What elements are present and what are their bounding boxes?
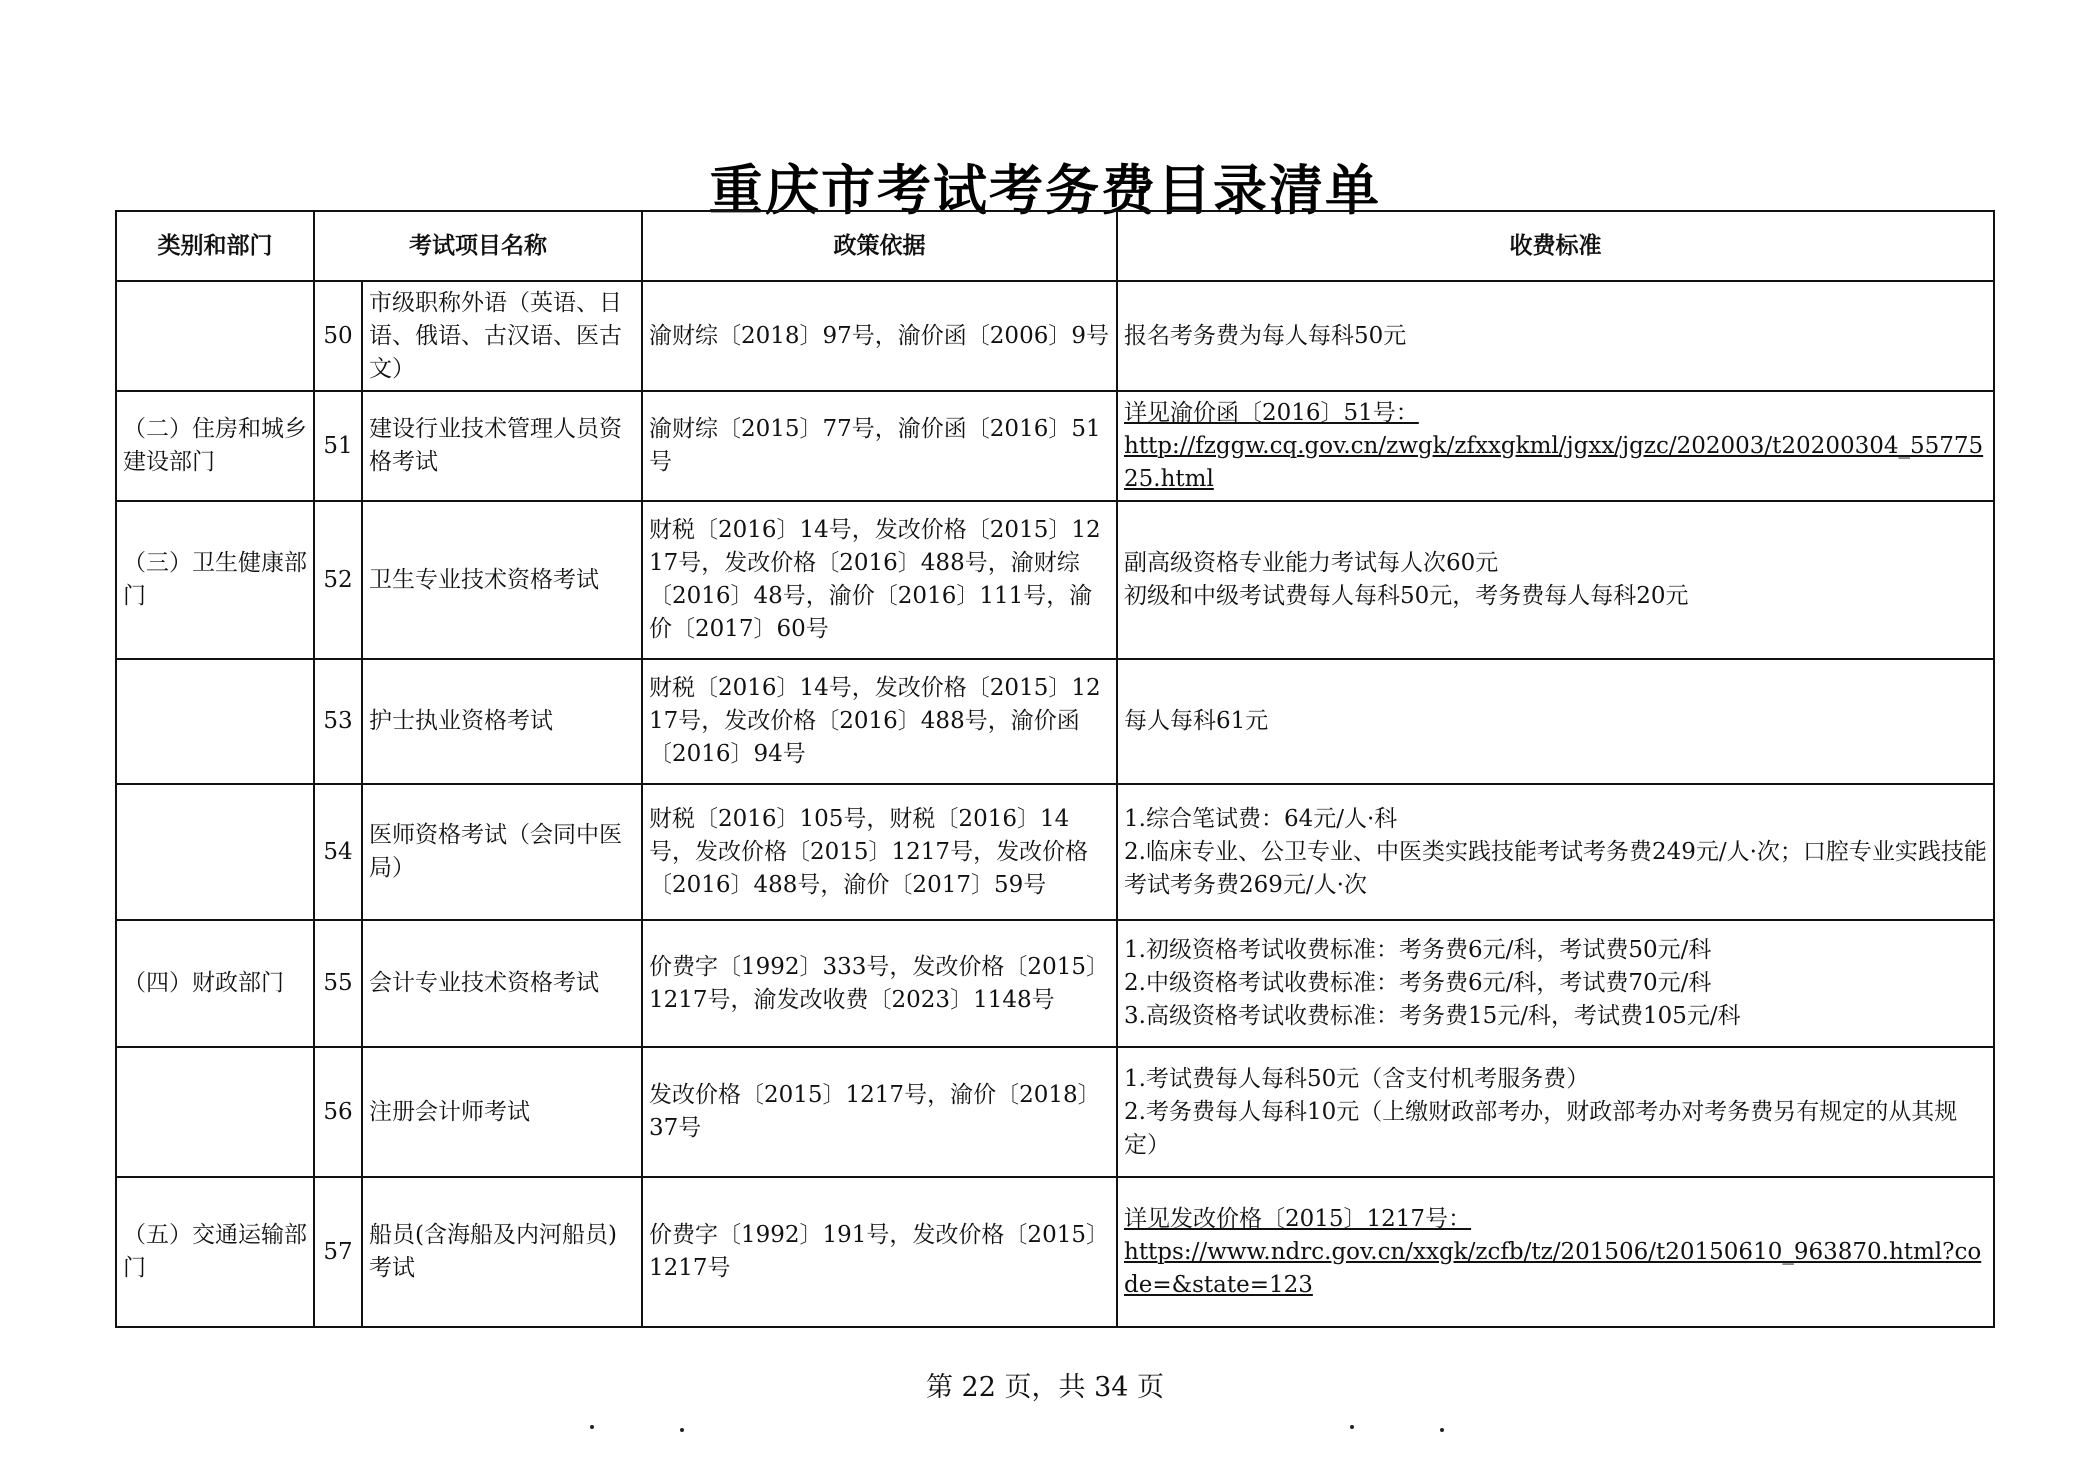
fee-reference-link-label: 详见渝价函〔2016〕51号： <box>1124 399 1419 426</box>
item-number: 54 <box>314 784 362 920</box>
policy-cell: 发改价格〔2015〕1217号，渝价〔2018〕37号 <box>642 1047 1117 1177</box>
fee-cell <box>1117 391 1994 501</box>
item-number: 55 <box>314 920 362 1047</box>
item-number: 56 <box>314 1047 362 1177</box>
item-number: 51 <box>314 391 362 501</box>
policy-cell: 财税〔2016〕14号，发改价格〔2015〕1217号，发改价格〔2016〕488号，渝财综〔2016〕48号，渝价〔2016〕111号，渝价〔2017〕60号 <box>642 501 1117 659</box>
category-cell: （三）卫生健康部门 <box>116 501 314 659</box>
header-fee: 收费标准 <box>1117 211 1994 281</box>
fee-line: 每人每科61元 <box>1124 708 1269 734</box>
table-row <box>116 501 1994 659</box>
fee-cell <box>1117 281 1994 391</box>
policy-cell: 价费字〔1992〕191号，发改价格〔2015〕1217号 <box>642 1177 1117 1327</box>
table-row <box>116 659 1994 784</box>
table-header-row <box>116 211 1994 281</box>
fee-line: 3.高级资格考试收费标准：考务费15元/科，考试费105元/科 <box>1124 1003 1741 1029</box>
exam-name-cell: 注册会计师考试 <box>362 1047 642 1177</box>
fee-line: 1.初级资格考试收费标准：考务费6元/科，考试费50元/科 <box>1124 937 1712 963</box>
fee-reference-url[interactable]: http://fzggw.cq.gov.cn/zwgk/zfxxgkml/jgxx/jgzc/202003/t20200304_5577525.html <box>1124 432 1984 492</box>
fee-cell <box>1117 1047 1994 1177</box>
policy-cell: 财税〔2016〕14号，发改价格〔2015〕1217号，发改价格〔2016〕488号，渝价函〔2016〕94号 <box>642 659 1117 784</box>
item-number: 52 <box>314 501 362 659</box>
category-cell <box>116 659 314 784</box>
item-number: 50 <box>314 281 362 391</box>
policy-cell: 价费字〔1992〕333号，发改价格〔2015〕1217号，渝发改收费〔2023〕1148号 <box>642 920 1117 1047</box>
page-title: 重庆市考试考务费目录清单 <box>709 159 1381 222</box>
fee-line: 2.临床专业、公卫专业、中医类实践技能考试考务费249元/人·次；口腔专业实践技能考试考务费269元/人·次 <box>1124 838 1987 898</box>
fee-line: 2.考务费每人每科10元（上缴财政部考办，财政部考办对考务费另有规定的从其规定） <box>1124 1098 1958 1158</box>
policy-cell: 渝财综〔2018〕97号，渝价函〔2006〕9号 <box>642 281 1117 391</box>
exam-name-cell: 护士执业资格考试 <box>362 659 642 784</box>
exam-name-cell: 卫生专业技术资格考试 <box>362 501 642 659</box>
fee-reference-url[interactable]: https://www.ndrc.gov.cn/xxgk/zcfb/tz/201506/t20150610_963870.html?code=&state=123 <box>1124 1238 1982 1298</box>
table-row <box>116 784 1994 920</box>
fee-cell <box>1117 784 1994 920</box>
header-policy: 政策依据 <box>642 211 1117 281</box>
scan-speck <box>590 1425 594 1429</box>
fee-cell <box>1117 501 1994 659</box>
header-category: 类别和部门 <box>116 211 314 281</box>
header-exam-name: 考试项目名称 <box>314 211 642 281</box>
table-row <box>116 1177 1994 1327</box>
page-footer: 第 22 页，共 34 页 <box>925 1372 1165 1403</box>
table-row <box>116 1047 1994 1177</box>
scan-speck <box>1440 1428 1444 1432</box>
fee-cell <box>1117 659 1994 784</box>
fee-cell <box>1117 1177 1994 1327</box>
scan-speck <box>680 1428 684 1432</box>
fee-cell <box>1117 920 1994 1047</box>
category-cell <box>116 784 314 920</box>
table-row <box>116 391 1994 501</box>
table-row <box>116 920 1994 1047</box>
policy-cell: 财税〔2016〕105号，财税〔2016〕14号，发改价格〔2015〕1217号，发改价格〔2016〕488号，渝价〔2017〕59号 <box>642 784 1117 920</box>
category-cell: （五）交通运输部门 <box>116 1177 314 1327</box>
category-cell <box>116 281 314 391</box>
item-number: 53 <box>314 659 362 784</box>
policy-cell: 渝财综〔2015〕77号，渝价函〔2016〕51号 <box>642 391 1117 501</box>
fee-line: 初级和中级考试费每人每科50元，考务费每人每科20元 <box>1124 583 1689 609</box>
exam-name-cell: 医师资格考试（会同中医局） <box>362 784 642 920</box>
exam-name-cell: 市级职称外语（英语、日语、俄语、古汉语、医古文） <box>362 281 642 391</box>
fee-line: 2.中级资格考试收费标准：考务费6元/科，考试费70元/科 <box>1124 970 1712 996</box>
category-cell <box>116 1047 314 1177</box>
category-cell: （四）财政部门 <box>116 920 314 1047</box>
exam-name-cell: 会计专业技术资格考试 <box>362 920 642 1047</box>
fee-reference-link-label: 详见发改价格〔2015〕1217号： <box>1124 1205 1472 1232</box>
fee-catalog-table <box>115 210 1995 1328</box>
fee-line: 报名考务费为每人每科50元 <box>1124 322 1407 349</box>
category-cell: （二）住房和城乡建设部门 <box>116 391 314 501</box>
fee-line: 1.综合笔试费：64元/人·科 <box>1124 805 1398 832</box>
item-number: 57 <box>314 1177 362 1327</box>
scan-speck <box>1350 1425 1354 1429</box>
fee-line: 1.考试费每人每科50元（含支付机考服务费） <box>1124 1065 1590 1092</box>
fee-line: 副高级资格专业能力考试每人次60元 <box>1124 550 1499 576</box>
exam-name-cell: 船员(含海船及内河船员)考试 <box>362 1177 642 1327</box>
exam-name-cell: 建设行业技术管理人员资格考试 <box>362 391 642 501</box>
table-row <box>116 281 1994 391</box>
